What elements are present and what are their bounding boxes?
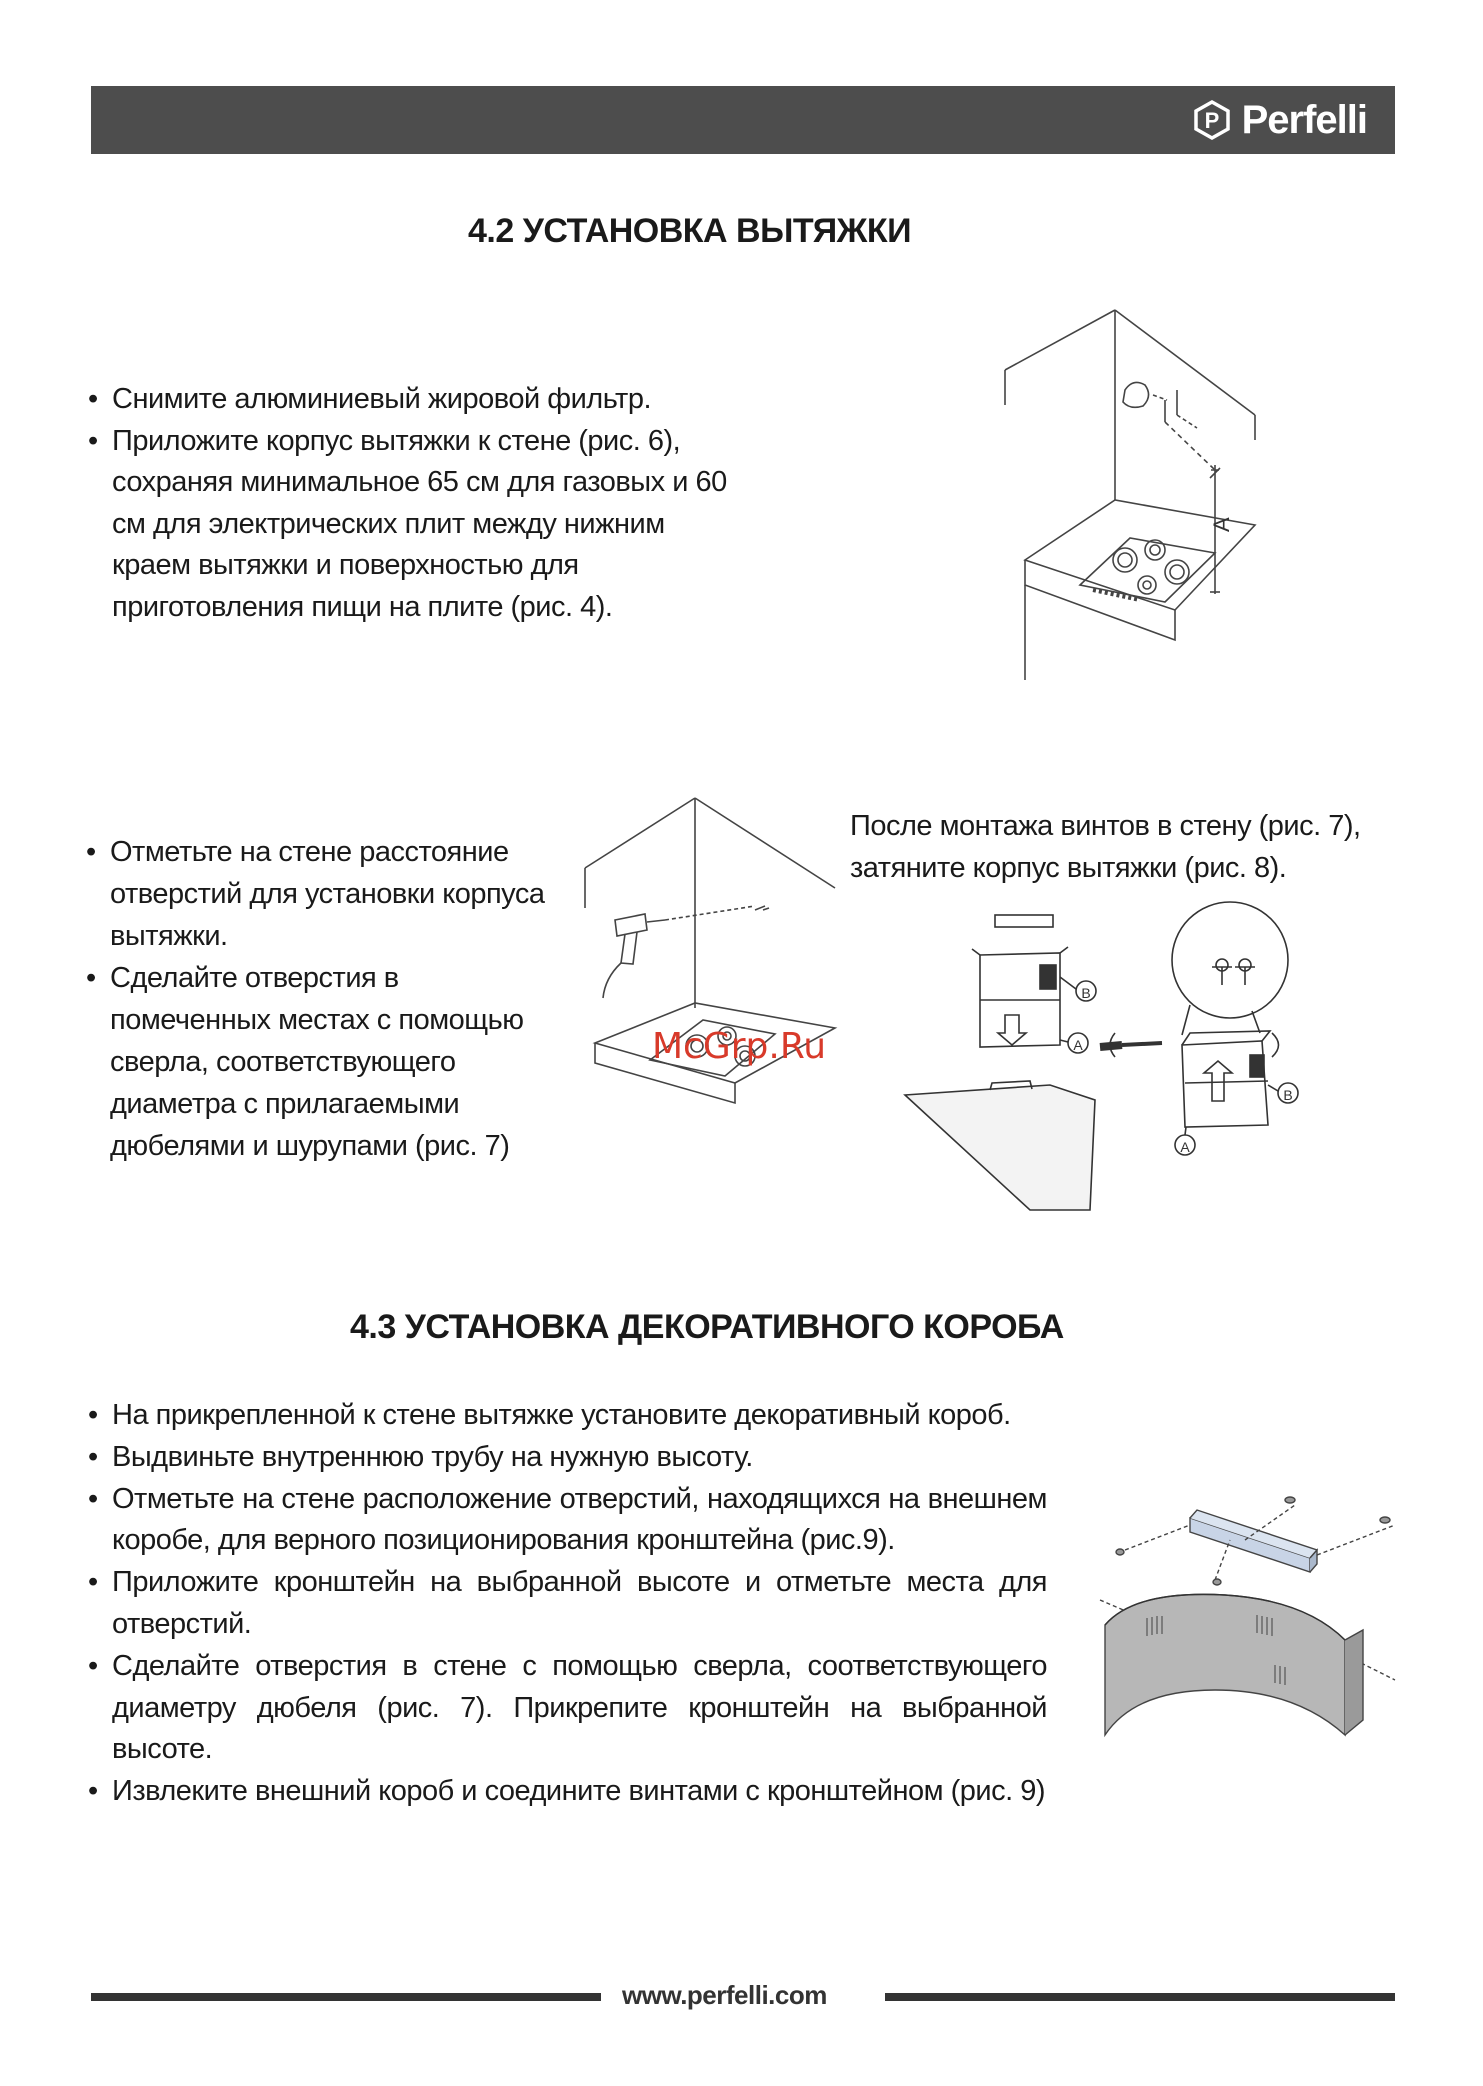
figure-hood-wall-distance — [1005, 310, 1305, 680]
section-42-title: 4.2 УСТАНОВКА ВЫТЯЖКИ — [468, 212, 912, 250]
section-43-list — [88, 1395, 1048, 1813]
section-42-list-2 — [86, 831, 566, 1167]
figure-bracket-decor-box — [1095, 1480, 1415, 1730]
footer-rule-left — [91, 1993, 601, 2001]
fig-label-a: A — [1180, 1139, 1190, 1155]
brand-logo — [1192, 96, 1367, 144]
perfelli-logo-icon — [1192, 100, 1232, 140]
header-bar — [91, 86, 1395, 154]
list-item: • Сделайте отверстия в помеченных местах с помощью сверла, соответствующего диаметра с прилагаемыми дюбелями и шурупами (рис. 7) — [86, 957, 560, 1167]
list-item: • Выдвиньте внутреннюю трубу на нужную высоту. — [88, 1437, 1048, 1479]
fig-label-a: A — [1073, 1037, 1083, 1053]
watermark: McGrp.Ru — [652, 1026, 827, 1067]
list-item: • На прикрепленной к стене вытяжке установите декоративный короб. — [88, 1395, 1012, 1437]
list-item: • Приложите корпус вытяжки к стене (рис. 6), сохраняя минимальное 65 см для газовых и 60 см для электрических плит между нижним краем вытяжки и поверхностью для приготовления пищи на плите (рис. 4). — [88, 421, 732, 629]
footer-rule-right — [885, 1993, 1395, 2001]
fig-label-b: B — [1081, 985, 1091, 1001]
fig-label-b: B — [1283, 1087, 1293, 1103]
section-42-list-1 — [88, 379, 848, 628]
list-item: • Отметьте на стене расположение отверстий, находящихся на внешнем коробе, для верного позиционирования кронштейна (рис.9). — [88, 1479, 1047, 1563]
list-item: • Извлеките внешний короб и соедините винтами с кронштейном (рис. 9) — [88, 1771, 1047, 1813]
list-item: • Приложите кронштейн на выбранной высоте и отметьте места для отверстий. — [88, 1562, 1047, 1646]
list-item: • Сделайте отверстия в стене с помощью сверла, соответствующего диаметру дюбеля (рис. 7). Прикрепите кронштейн на выбранной высоте. — [88, 1646, 1047, 1771]
section-43-title: 4.3 УСТАНОВКА ДЕКОРАТИВНОГО КОРОБА — [350, 1308, 1064, 1346]
figure-hood-assembly — [900, 905, 1300, 1250]
svg-text:P: P — [1204, 108, 1219, 133]
mounting-note: После монтажа винтов в стену (рис. 7), затяните корпус вытяжки (рис. 8). — [850, 810, 1361, 884]
list-item: • Отметьте на стене расстояние отверстий для установки корпуса вытяжки. — [86, 831, 550, 957]
dimension-label: A — [1209, 517, 1234, 532]
list-item: • Снимите алюминиевый жировой фильтр. — [88, 379, 848, 421]
brand-name: Perfelli — [1241, 97, 1367, 142]
footer-url[interactable]: www.perfelli.com — [622, 1980, 827, 2010]
